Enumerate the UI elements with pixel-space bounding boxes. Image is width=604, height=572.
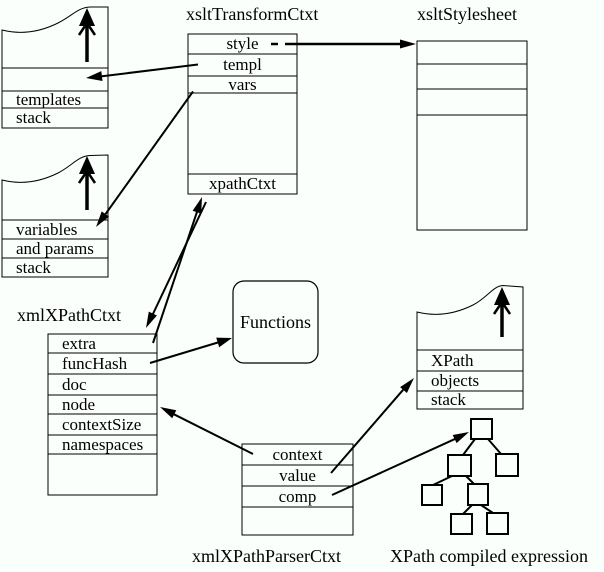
field-node: node xyxy=(62,395,96,414)
record-box-stylesheet xyxy=(417,41,527,230)
arrow-vars-to-variables xyxy=(96,92,193,228)
field-namespaces: namespaces xyxy=(62,435,144,454)
title-stylesheet: xsltStylesheet xyxy=(417,4,517,24)
field-style: style xyxy=(226,34,259,53)
stack-label-objects: objects xyxy=(431,371,480,390)
field-doc: doc xyxy=(62,374,87,394)
compiled-expression-tree xyxy=(422,419,518,534)
field-templ: templ xyxy=(223,55,262,74)
up-arrow-icon xyxy=(79,8,95,62)
stack-label-and-params: and params xyxy=(16,239,94,258)
field-comp: comp xyxy=(278,486,317,506)
title-parser-ctxt: xmlXPathParserCtxt xyxy=(192,546,341,566)
up-arrow-icon xyxy=(79,156,95,210)
stack-label-stack: stack xyxy=(431,391,466,409)
arrow-xpathctxt-to-extra xyxy=(146,202,206,328)
arrow-funchash-to-functions xyxy=(150,338,232,363)
functions-label: Functions xyxy=(239,311,311,332)
title-transform-ctxt: xsltTransformCtxt xyxy=(186,4,319,24)
title-xpath-ctxt: xmlXPathCtxt xyxy=(17,305,122,325)
title-compiled-expression: XPath compiled expression xyxy=(390,546,588,566)
arrow-extra-to-xpathctxt xyxy=(153,197,202,343)
field-funchash: funcHash xyxy=(62,353,128,373)
stack-label-stack: stack xyxy=(16,108,51,127)
field-xpathctxt: xpathCtxt xyxy=(208,174,277,193)
field-vars: vars xyxy=(228,76,257,93)
stack-label-xpath: XPath xyxy=(431,350,474,370)
stack-label-stack: stack xyxy=(16,258,51,277)
up-arrow-icon xyxy=(494,287,510,337)
field-value: value xyxy=(279,465,316,485)
field-extra: extra xyxy=(62,334,96,353)
stack-label-variables: variables xyxy=(16,220,78,239)
stack-label-templates: templates xyxy=(16,91,82,108)
arrow-context-to-xpathctxt xyxy=(160,407,253,454)
field-contextsize: contextSize xyxy=(62,414,142,434)
arrow-templ-to-templates xyxy=(86,65,198,82)
field-context: context xyxy=(272,444,323,464)
